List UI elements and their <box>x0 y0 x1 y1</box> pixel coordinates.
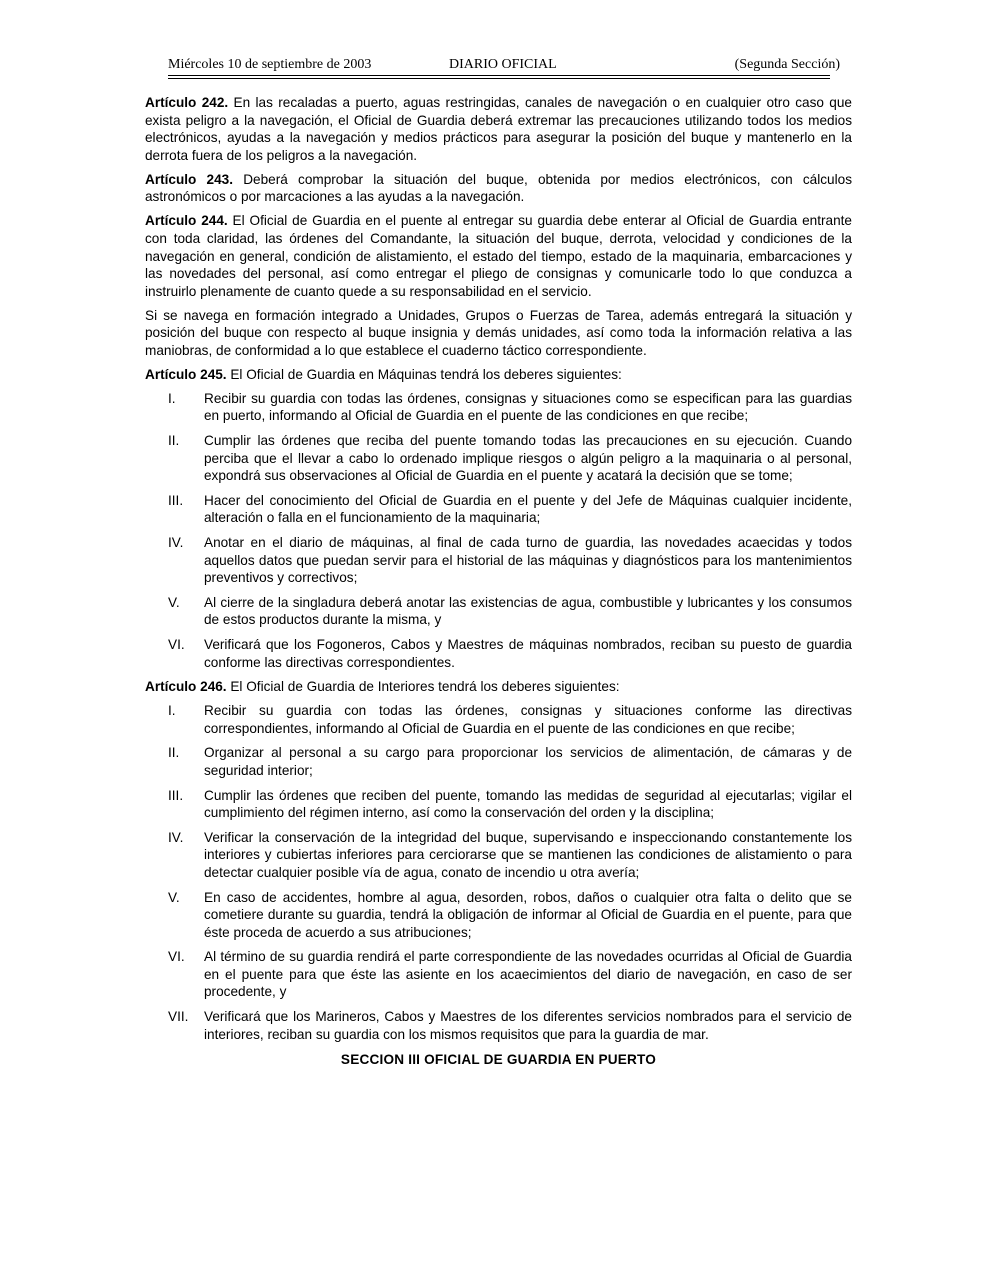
list-item-text: Anotar en el diario de máquinas, al final de cada turno de guardia, las novedades acaecidas y todos aquellos datos que puedan servir para el historial de las máquinas y diagnósticos para los mantenimientos preventivos y correctivos; <box>204 535 852 586</box>
list-item-text: Al término de su guardia rendirá el parte correspondiente de las novedades ocurridas al Oficial de Guardia en el puente para que éste las asiente en los acaecimientos del diario de navegación, en caso de ser procedente, y <box>204 949 852 1000</box>
list-item-number: II. <box>168 745 180 761</box>
list-item-number: I. <box>168 703 176 719</box>
article-244-text: El Oficial de Guardia en el puente al entregar su guardia debe enterar al Oficial de Guardia entrante con toda claridad, las órdenes del Comandante, la situación del buque, derrota, velocidad y condiciones de la navegación en general, condición de alistamiento, el estado del tiempo, estado de la maquinaria, embarcaciones y las novedades del personal, así como entregar el pliego de consignas y comunicarle todo lo que conduzca a instruirlo plenamente de cuanto quede a su responsabilidad en el servicio. <box>145 213 852 299</box>
header-rule-top <box>168 75 830 76</box>
list-item <box>145 636 852 671</box>
article-244 <box>145 212 852 300</box>
list-item <box>145 702 852 737</box>
article-242-label: Artículo 242. <box>145 95 229 110</box>
list-item-number: V. <box>168 889 180 905</box>
list-item <box>145 889 852 942</box>
article-246-label: Artículo 246. <box>145 679 227 695</box>
article-243-label: Artículo 243. <box>145 171 234 187</box>
list-item-text: Verificará que los Marineros, Cabos y Maestres de los diferentes servicios nombrados para el servicio de interiores, reciban su guardia con los mismos requisitos que para la guardia de mar. <box>204 1009 852 1042</box>
list-item <box>145 594 852 629</box>
list-item <box>145 492 852 527</box>
list-item-number: III. <box>168 492 184 508</box>
list-item-text: Hacer del conocimiento del Oficial de Guardia en el puente y del Jefe de Máquinas cualquier incidente, alteración o falla en el funcionamiento de la maquinaria; <box>204 492 852 526</box>
list-item-text: Verificará que los Fogoneros, Cabos y Maestres de máquinas nombrados, reciban su puesto de guardia conforme las directivas correspondientes. <box>204 636 852 670</box>
list-item-text: Al cierre de la singladura deberá anotar las existencias de agua, combustible y lubricantes y los consumos de estos productos durante la misma, y <box>204 594 852 628</box>
list-item-text: Recibir su guardia con todas las órdenes, consignas y situaciones como se especifican para las guardias en puerto, informando al Oficial de Guardia en el puente de las condiciones en que recibe; <box>204 390 852 424</box>
list-item-number: III. <box>168 787 184 803</box>
document-body <box>145 94 852 1069</box>
list-item-text: Cumplir las órdenes que reciben del puente, tomando las medidas de seguridad al ejecutarlas; vigilar el cumplimiento del régimen interno, así como la conservación del orden y la disciplina; <box>204 787 852 821</box>
list-item-number: IV. <box>168 829 184 845</box>
list-item <box>145 744 852 779</box>
list-item-text: Verificar la conservación de la integridad del buque, supervisando e inspeccionando constantemente los interiores y cubiertas inferiores para cerciorarse que se mantienen las condiciones de alistamiento o para detectar cualquier posible vía de agua, conato de incendio u otra avería; <box>204 829 852 880</box>
article-244-paragraph-2: Si se navega en formación integrado a Unidades, Grupos o Fuerzas de Tarea, además entregará la situación y posición del buque con respecto al buque insignia y demás unidades, así como toda la información relativa a las maniobras, de conformidad a lo que establece el cuaderno táctico correspondiente. <box>145 307 852 358</box>
list-item-text: Organizar al personal a su cargo para proporcionar los servicios de alimentación, de cámaras y de seguridad interior; <box>204 745 852 778</box>
list-item-number: II. <box>168 433 180 449</box>
list-item <box>145 534 852 587</box>
article-246-text: El Oficial de Guardia de Interiores tendrá los deberes siguientes: <box>226 679 620 695</box>
article-243 <box>145 171 852 206</box>
page-header <box>168 57 840 75</box>
list-item-text: En caso de accidentes, hombre al agua, desorden, robos, daños o cualquier otra falta o delito que se cometiere durante su guardia, tendrá la obligación de informar al Oficial de Guardia en el puente, para que éste proceda de acuerdo a sus atribuciones; <box>204 889 852 940</box>
list-item-text: Cumplir las órdenes que reciba del puente tomando todas las precauciones en su ejecución. Cuando perciba que el llevar a cabo lo ordenado implique riesgos o algún peligro a la maquinaria o al personal, expondrá sus observaciones al Oficial de Guardia en el puente y acatará la decisión que se tome; <box>204 433 852 484</box>
list-item <box>145 829 852 882</box>
article-246-list <box>145 702 852 1043</box>
list-item <box>145 1008 852 1043</box>
article-245-label: Artículo 245. <box>145 366 227 382</box>
header-date: Miércoles 10 de septiembre de 2003 <box>168 57 372 72</box>
list-item-number: VII. <box>168 1009 189 1025</box>
header-title: DIARIO OFICIAL <box>449 57 557 72</box>
list-item <box>145 432 852 485</box>
section-heading: SECCION III OFICIAL DE GUARDIA EN PUERTO <box>340 1052 657 1068</box>
header-section: (Segunda Sección) <box>734 57 840 72</box>
list-item-text: Recibir su guardia con todas las órdenes, consignas y situaciones conforme las directivas correspondientes, informando al Oficial de Guardia en el puente de las condiciones en que recibe; <box>204 703 852 736</box>
list-item-number: I. <box>168 390 176 406</box>
article-242 <box>145 94 852 164</box>
list-item <box>145 948 852 1001</box>
header-rule-bottom <box>168 78 830 79</box>
list-item-number: VI. <box>168 636 185 652</box>
list-item <box>145 390 852 425</box>
article-245 <box>145 366 852 384</box>
article-245-list <box>145 390 852 671</box>
article-246 <box>145 678 852 696</box>
article-244-label: Artículo 244. <box>145 213 228 229</box>
list-item-number: VI. <box>168 949 185 965</box>
list-item-number: V. <box>168 594 180 610</box>
list-item <box>145 787 852 822</box>
list-item-number: IV. <box>168 535 184 551</box>
article-243-text: Deberá comprobar la situación del buque, obtenida por medios electrónicos, con cálculos astronómicos o por marcaciones a las ayudas a la navegación. <box>145 171 852 205</box>
article-245-text: El Oficial de Guardia en Máquinas tendrá los deberes siguientes: <box>226 366 622 382</box>
article-242-text: En las recaladas a puerto, aguas restringidas, canales de navegación o en cualquier otro caso que exista peligro a la navegación, el Oficial de Guardia deberá extremar las precauciones utilizando todos los medios electrónicos, ayudas a la navegación y medios prácticos para asegurar la posición del buque y mantenerlo en la derrota fuera de los peligros a la navegación. <box>145 95 852 163</box>
